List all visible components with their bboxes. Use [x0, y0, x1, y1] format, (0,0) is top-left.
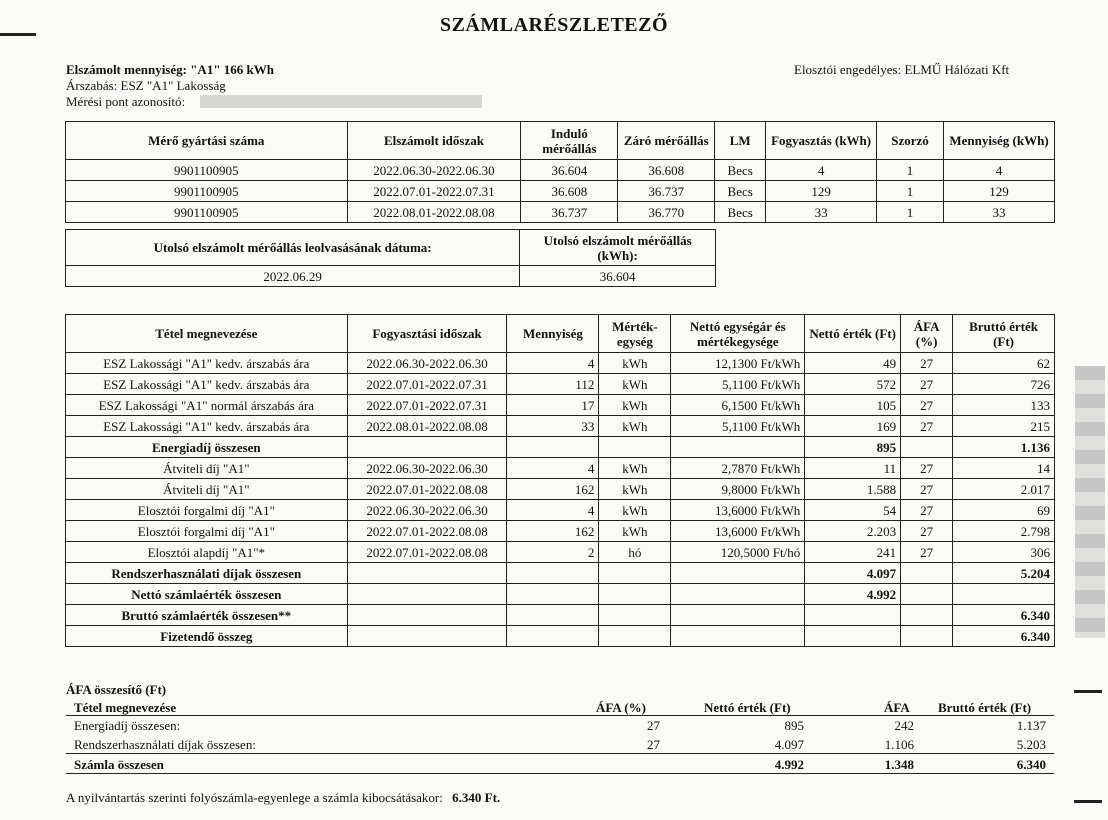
cell: 5,1100 Ft/kWh	[671, 416, 805, 437]
vat-bottom-divider	[66, 773, 1054, 774]
vat-total-net: 4.992	[774, 757, 804, 772]
system-total-gross: 5.204	[953, 563, 1055, 584]
cell: 120,5000 Ft/hó	[671, 542, 805, 563]
cell: 726	[953, 374, 1055, 395]
cell: Elosztói alapdíj "A1"*	[66, 542, 348, 563]
cell: 572	[805, 374, 901, 395]
cell: 2022.07.01-2022.08.08	[347, 521, 507, 542]
balance-note	[66, 790, 500, 805]
cell: 1	[877, 181, 944, 202]
cell: 1	[877, 202, 944, 223]
cell: ESZ Lakossági "A1" normál árszabás ára	[66, 395, 348, 416]
cell: ESZ Lakossági "A1" kedv. árszabás ára	[66, 374, 348, 395]
cell: 2022.07.01-2022.08.08	[347, 479, 507, 500]
col-consumption-period: Fogyasztási időszak	[347, 315, 507, 353]
net-total-row	[66, 584, 1055, 605]
cell: 11	[805, 458, 901, 479]
cell: 4	[944, 160, 1055, 181]
billed-quantity: Elszámolt mennyiség: "A1" 166 kWh	[66, 62, 274, 77]
col-unit: Mérték-egység	[599, 315, 671, 353]
col-vat: ÁFA (%)	[901, 315, 953, 353]
page-title: SZÁMLARÉSZLETEZŐ	[439, 14, 669, 36]
system-total-net: 4.097	[805, 563, 901, 584]
cell: 27	[901, 458, 953, 479]
cell: 9901100905	[66, 202, 348, 223]
cell: ESZ Lakossági "A1" kedv. árszabás ára	[66, 416, 348, 437]
vat-col-rate: ÁFA (%)	[596, 700, 646, 715]
redacted-side-strip	[1075, 366, 1105, 638]
cell: 2022.07.01-2022.07.31	[347, 395, 507, 416]
col-net-value: Nettó érték (Ft)	[805, 315, 901, 353]
cell: 2022.08.01-2022.08.08	[347, 416, 507, 437]
vat-row-rate: 27	[647, 718, 660, 733]
cell: 1.588	[805, 479, 901, 500]
cell: 36.737	[521, 202, 618, 223]
last-reading-date: 2022.06.29	[66, 266, 520, 287]
col-gross-value: Bruttó érték (Ft)	[953, 315, 1055, 353]
table-row	[66, 374, 1055, 395]
cell: 33	[507, 416, 599, 437]
col-meter-serial: Mérő gyártási száma	[66, 122, 348, 160]
last-reading-value: 36.604	[520, 266, 716, 287]
vat-col-vat: ÁFA	[884, 700, 910, 715]
cell: 6,1500 Ft/kWh	[671, 395, 805, 416]
items-table	[65, 314, 1055, 647]
col-multiplier: Szorzó	[877, 122, 944, 160]
vat-row-vat: 242	[894, 718, 914, 733]
cell: Elosztói forgalmi díj "A1"	[66, 500, 348, 521]
cell: 9901100905	[66, 181, 348, 202]
cell: 2,7870 Ft/kWh	[671, 458, 805, 479]
table-row	[66, 500, 1055, 521]
cell: kWh	[599, 416, 671, 437]
last-reading-date-label: Utolsó elszámolt mérőállás leolvasásának dátuma:	[66, 230, 520, 266]
table-row	[66, 353, 1055, 374]
cell: 306	[953, 542, 1055, 563]
scan-mark-right-1	[1074, 690, 1102, 693]
scan-mark-left	[0, 33, 36, 36]
cell: 169	[805, 416, 901, 437]
cell: 5,1100 Ft/kWh	[671, 374, 805, 395]
payable-label: Fizetendő összeg	[66, 626, 348, 647]
cell: kWh	[599, 353, 671, 374]
balance-amount: 6.340 Ft.	[452, 790, 501, 805]
cell: 129	[944, 181, 1055, 202]
cell: 2022.06.30-2022.06.30	[347, 353, 507, 374]
cell: Átviteli díj "A1"	[66, 479, 348, 500]
cell: 2022.07.01-2022.07.31	[347, 181, 521, 202]
cell: ESZ Lakossági "A1" kedv. árszabás ára	[66, 353, 348, 374]
table-row	[66, 202, 1055, 223]
gross-total-value: 6.340	[953, 605, 1055, 626]
cell: 215	[953, 416, 1055, 437]
cell: 4	[507, 500, 599, 521]
vat-row-gross: 5.203	[1016, 737, 1046, 752]
col-period: Elszámolt időszak	[347, 122, 521, 160]
cell: 33	[944, 202, 1055, 223]
cell: 162	[507, 521, 599, 542]
cell: kWh	[599, 500, 671, 521]
col-start-reading: Induló mérőállás	[521, 122, 618, 160]
cell: 27	[901, 416, 953, 437]
cell: 2.798	[953, 521, 1055, 542]
vat-row-net: 4.097	[774, 737, 804, 752]
col-unit-price: Nettó egységár és mértékegysége	[671, 315, 805, 353]
cell: hó	[599, 542, 671, 563]
cell: 112	[507, 374, 599, 395]
cell: 13,6000 Ft/kWh	[671, 521, 805, 542]
table-row	[66, 458, 1055, 479]
cell: 27	[901, 479, 953, 500]
system-total-label: Rendszerhasználati díjak összesen	[66, 563, 348, 584]
vat-row-name: Rendszerhasználati díjak összesen:	[74, 737, 256, 752]
vat-header-divider	[66, 715, 1054, 716]
cell: 105	[805, 395, 901, 416]
last-reading-value-label: Utolsó elszámolt mérőállás (kWh):	[520, 230, 716, 266]
cell: 27	[901, 395, 953, 416]
system-rows	[66, 458, 1055, 563]
redacted-meter-id	[200, 95, 482, 108]
cell: 54	[805, 500, 901, 521]
gross-total-row	[66, 605, 1055, 626]
energy-total-label: Energiadíj összesen	[66, 437, 348, 458]
col-end-reading: Záró mérőállás	[618, 122, 715, 160]
cell: 2022.06.30-2022.06.30	[347, 458, 507, 479]
energy-total-row	[66, 437, 1055, 458]
col-quantity: Mennyiség (kWh)	[944, 122, 1055, 160]
cell: 27	[901, 542, 953, 563]
cell: kWh	[599, 374, 671, 395]
table-row	[66, 521, 1055, 542]
cell: 14	[953, 458, 1055, 479]
cell: 49	[805, 353, 901, 374]
vat-col-name: Tétel megnevezése	[74, 700, 177, 715]
cell: 36.770	[618, 202, 715, 223]
meter-id-label: Mérési pont azonosító:	[66, 94, 186, 109]
cell: Átviteli díj "A1"	[66, 458, 348, 479]
table-row	[66, 160, 1055, 181]
vat-total-vat: 1.348	[884, 757, 914, 772]
vat-total-divider	[66, 753, 1054, 754]
cell: 9901100905	[66, 160, 348, 181]
cell: 4	[507, 458, 599, 479]
cell: kWh	[599, 521, 671, 542]
system-total-row	[66, 563, 1055, 584]
vat-summary-title: ÁFA összesítő (Ft)	[66, 682, 167, 697]
cell: 241	[805, 542, 901, 563]
vat-col-net: Nettó érték (Ft)	[704, 700, 791, 715]
payable-row	[66, 626, 1055, 647]
cell: 27	[901, 374, 953, 395]
cell: 36.604	[521, 160, 618, 181]
table-row	[66, 181, 1055, 202]
energy-total-gross: 1.136	[953, 437, 1055, 458]
cell: 2.017	[953, 479, 1055, 500]
cell: 36.737	[618, 181, 715, 202]
col-consumption: Fogyasztás (kWh)	[766, 122, 877, 160]
cell: 2.203	[805, 521, 901, 542]
balance-text: A nyilvántartás szerinti folyószámla-egyenlege a számla kibocsátásakor:	[66, 790, 443, 805]
cell: 162	[507, 479, 599, 500]
cell: 9,8000 Ft/kWh	[671, 479, 805, 500]
cell: 4	[507, 353, 599, 374]
payable-value: 6.340	[953, 626, 1055, 647]
cell: Becs	[715, 181, 766, 202]
table-row	[66, 395, 1055, 416]
vat-row-gross: 1.137	[1016, 718, 1046, 733]
cell: 2022.06.30-2022.06.30	[347, 500, 507, 521]
cell: 133	[953, 395, 1055, 416]
vat-row-name: Energiadíj összesen:	[74, 718, 181, 733]
scan-mark-right-2	[1074, 800, 1102, 803]
energy-rows	[66, 353, 1055, 437]
energy-total-net: 895	[805, 437, 901, 458]
col-lm: LM	[715, 122, 766, 160]
cell: 17	[507, 395, 599, 416]
vat-total-gross: 6.340	[1016, 757, 1046, 772]
net-total-label: Nettó számlaérték összesen	[66, 584, 348, 605]
cell: 129	[766, 181, 877, 202]
cell: kWh	[599, 479, 671, 500]
cell: 12,1300 Ft/kWh	[671, 353, 805, 374]
cell: 4	[766, 160, 877, 181]
vat-col-gross: Bruttó érték (Ft)	[938, 700, 1032, 715]
table-row	[66, 416, 1055, 437]
cell: 2022.08.01-2022.08.08	[347, 202, 521, 223]
vat-row-rate: 27	[647, 737, 660, 752]
cell: Becs	[715, 160, 766, 181]
cell: 62	[953, 353, 1055, 374]
cell: 2022.07.01-2022.08.08	[347, 542, 507, 563]
cell: 27	[901, 500, 953, 521]
col-item-name: Tétel megnevezése	[66, 315, 348, 353]
cell: 2022.06.30-2022.06.30	[347, 160, 521, 181]
cell: 13,6000 Ft/kWh	[671, 500, 805, 521]
cell: 36.608	[521, 181, 618, 202]
vat-row-net: 895	[784, 718, 804, 733]
table-row	[66, 542, 1055, 563]
cell: kWh	[599, 395, 671, 416]
cell: 2	[507, 542, 599, 563]
meter-table	[65, 121, 1055, 223]
cell: 1	[877, 160, 944, 181]
table-row	[66, 479, 1055, 500]
vat-total-label: Számla összesen	[74, 757, 164, 772]
cell: 36.608	[618, 160, 715, 181]
cell: 33	[766, 202, 877, 223]
col-quantity: Mennyiség	[507, 315, 599, 353]
cell: Becs	[715, 202, 766, 223]
cell: 27	[901, 521, 953, 542]
last-reading-table	[65, 229, 716, 287]
distributor: Elosztói engedélyes: ELMŰ Hálózati Kft	[794, 62, 1010, 77]
tariff: Árszabás: ESZ "A1" Lakosság	[66, 78, 226, 93]
gross-total-label: Bruttó számlaérték összesen**	[66, 605, 348, 626]
net-total-value: 4.992	[805, 584, 901, 605]
cell: 27	[901, 353, 953, 374]
vat-row-vat: 1.106	[884, 737, 914, 752]
cell: Elosztói forgalmi díj "A1"	[66, 521, 348, 542]
cell: 69	[953, 500, 1055, 521]
cell: 2022.07.01-2022.07.31	[347, 374, 507, 395]
cell: kWh	[599, 458, 671, 479]
